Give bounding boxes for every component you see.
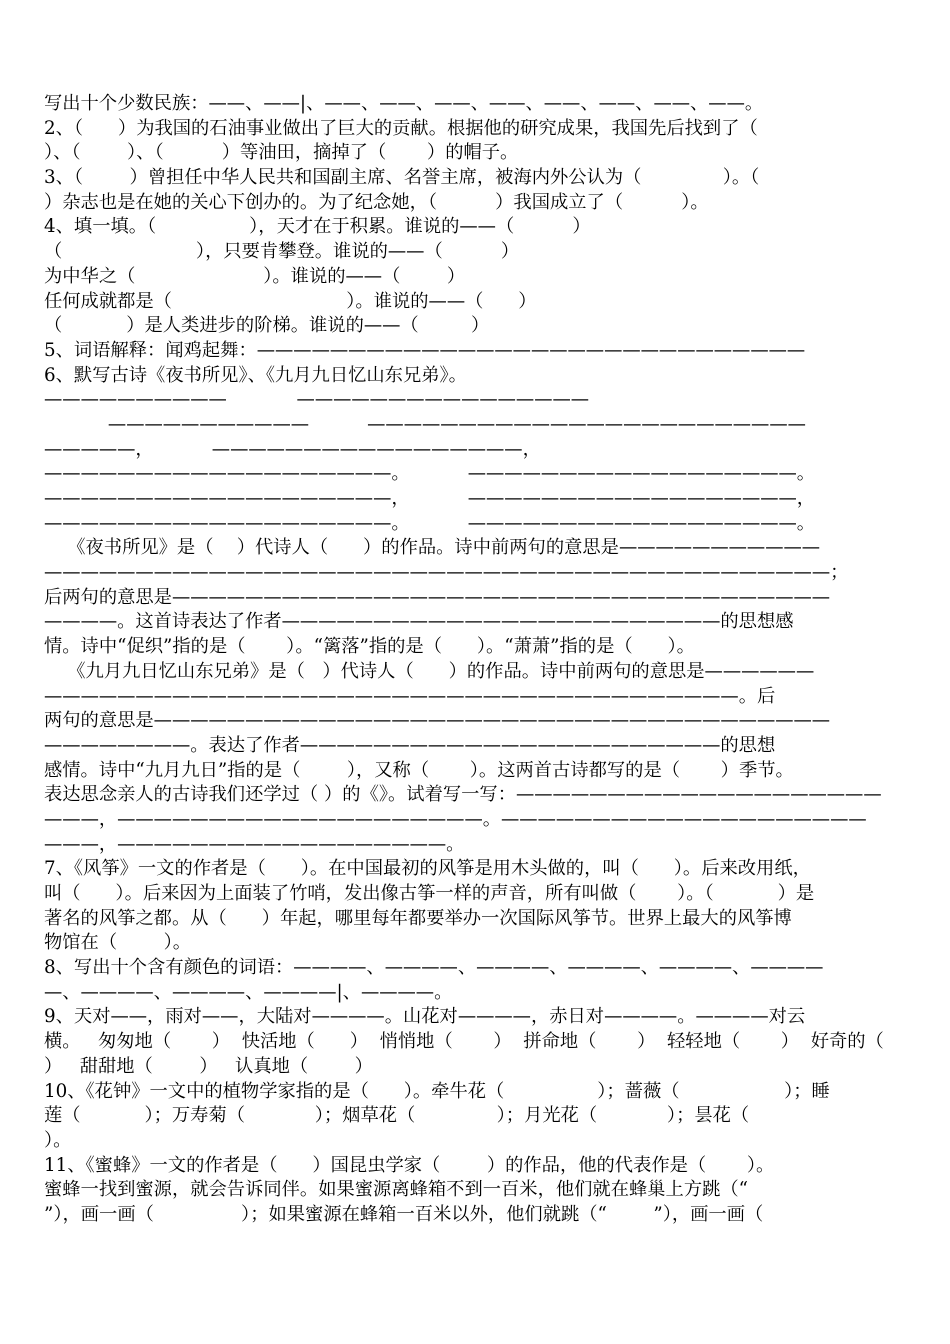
- worksheet-line: 物馆在（ ）。: [44, 932, 192, 954]
- worksheet-line: （ ），只要肯攀登。谁说的——（ ）: [44, 241, 520, 263]
- worksheet-line: 情。诗中“促织”指的是（ ）。“篱落”指的是（ ）。“萧萧”指的是（ ）。: [44, 636, 695, 658]
- worksheet-line: 6、默写古诗《夜书所见》、《九月九日忆山东兄弟》。: [44, 364, 467, 386]
- worksheet-line: 叫（ ）。后来因为上面装了竹哨，发出像古筝一样的声音，所有叫做（ ）。（ ）是: [44, 883, 815, 904]
- worksheet-line: ———————————————————。 ——————————————————。: [44, 463, 816, 485]
- worksheet-line: ———————————————————， ——————————————————，: [44, 488, 816, 509]
- worksheet-line: （ ）是人类进步的阶梯。谁说的——（ ）: [44, 315, 490, 337]
- worksheet-line: 3、（ ）曾担任中华人民共和国副主席、名誉主席，被海内外公认为（ ）。（: [44, 167, 760, 189]
- worksheet-line: 任何成就都是（ ）。谁说的——（ ）: [44, 290, 537, 312]
- worksheet-line: —————， —————————————————，: [44, 438, 541, 460]
- worksheet-line: 为中华之（ ）。谁说的——（ ）: [44, 265, 466, 287]
- worksheet-line: ——————————————————————————————————————。后: [44, 685, 776, 707]
- worksheet-line: ——————————— ————————————————————————: [44, 413, 806, 435]
- worksheet-line: 11、《蜜蜂》一文的作者是（ ）国昆虫学家（ ）的作品，他的代表作是（ ）。: [44, 1154, 775, 1176]
- worksheet-line: 著名的风筝之都。从（ ）年起，哪里每年都要举办一次国际风筝节。世界上最大的风筝博: [44, 907, 792, 929]
- worksheet-line: ———————————————————————————————————————————；: [44, 562, 849, 584]
- worksheet-line: 表达思念亲人的古诗我们还学过（ ）的《》。试着写一写：————————————————————: [44, 784, 882, 806]
- worksheet-line: ）、（ ）、（ ）等油田，摘掉了（ ）的帽子。: [44, 142, 519, 164]
- worksheet-line: 7、《风筝》一文的作者是（ ）。在中国最初的风筝是用木头做的，叫（ ）。后来改用纸，: [44, 858, 811, 880]
- worksheet-line: ）杂志也是在她的关心下创办的。为了纪念她，（ ）我国成立了（ ）。: [44, 191, 709, 213]
- worksheet-line: ） 甜甜地（ ） 认真地（ ）: [44, 1055, 373, 1077]
- worksheet-line: 蜜蜂一找到蜜源，就会告诉同伴。如果蜜源离蜂箱不到一百米，他们就在蜂巢上方跳（“: [44, 1179, 749, 1201]
- worksheet-line: ————。这首诗表达了作者————————————————————————的思想感: [44, 611, 794, 633]
- worksheet-line: 2、（ ）为我国的石油事业做出了巨大的贡献。根据他的研究成果，我国先后找到了（: [44, 117, 758, 139]
- worksheet-line: 后两句的意思是————————————————————————————————————: [44, 586, 831, 608]
- worksheet-line: ———，————————————————————。————————————————————: [44, 808, 867, 830]
- worksheet-line: 《九月九日忆山东兄弟》是（ ）代诗人（ ）的作品。诗中前两句的意思是——————: [44, 660, 815, 682]
- worksheet-line: 写出十个少数民族：——、——|、——、——、——、——、——、——、——、——。: [44, 93, 764, 114]
- worksheet-line: ”），画一画（ ）；如果蜜源在蜂箱一百米以外，他们就跳（“ ”），画一画（: [44, 1203, 764, 1225]
- worksheet-line: 莲（ ）；万寿菊（ ）；烟草花（ ）；月光花（ ）；昙花（: [44, 1105, 750, 1127]
- worksheet-line: 横。 匆匆地（ ） 快活地（ ） 悄悄地（ ） 拼命地（ ） 轻轻地（ ） 好奇的（: [44, 1031, 884, 1053]
- worksheet-line: 4、填一填。（ ），天才在于积累。谁说的——（ ）: [44, 216, 591, 238]
- worksheet-line: ————————。表达了作者———————————————————————的思想: [44, 734, 776, 756]
- worksheet-line: ———————————————————。 ——————————————————。: [44, 512, 816, 534]
- worksheet-line: —、————、————、————|、————。: [44, 981, 453, 1003]
- worksheet-line: 感情。诗中“九月九日”指的是（ ），又称（ ）。这两首古诗都写的是（ ）季节。: [44, 759, 794, 781]
- worksheet-line: 5、词语解释：闻鸡起舞：——————————————————————————————: [44, 339, 806, 361]
- worksheet-line: 9、天对——，雨对——，大陆对————。山花对————，赤日对————。————对云: [44, 1006, 806, 1028]
- worksheet-line: 《夜书所见》是（ ）代诗人（ ）的作品。诗中前两句的意思是———————————: [44, 537, 821, 559]
- worksheet-line: ———，——————————————————。: [44, 833, 465, 855]
- worksheet-line: —————————— ————————————————: [44, 389, 590, 411]
- worksheet-page: [44, 92, 920, 1228]
- worksheet-line: 8、写出十个含有颜色的词语：————、————、————、————、————、————: [44, 957, 824, 979]
- worksheet-line: 10、《花钟》一文中的植物学家指的是（ ）。牵牛花（ ）；蔷薇（ ）；睡: [44, 1080, 830, 1102]
- worksheet-line: ）。: [44, 1129, 72, 1151]
- worksheet-line: 两句的意思是—————————————————————————————————————: [44, 710, 831, 732]
